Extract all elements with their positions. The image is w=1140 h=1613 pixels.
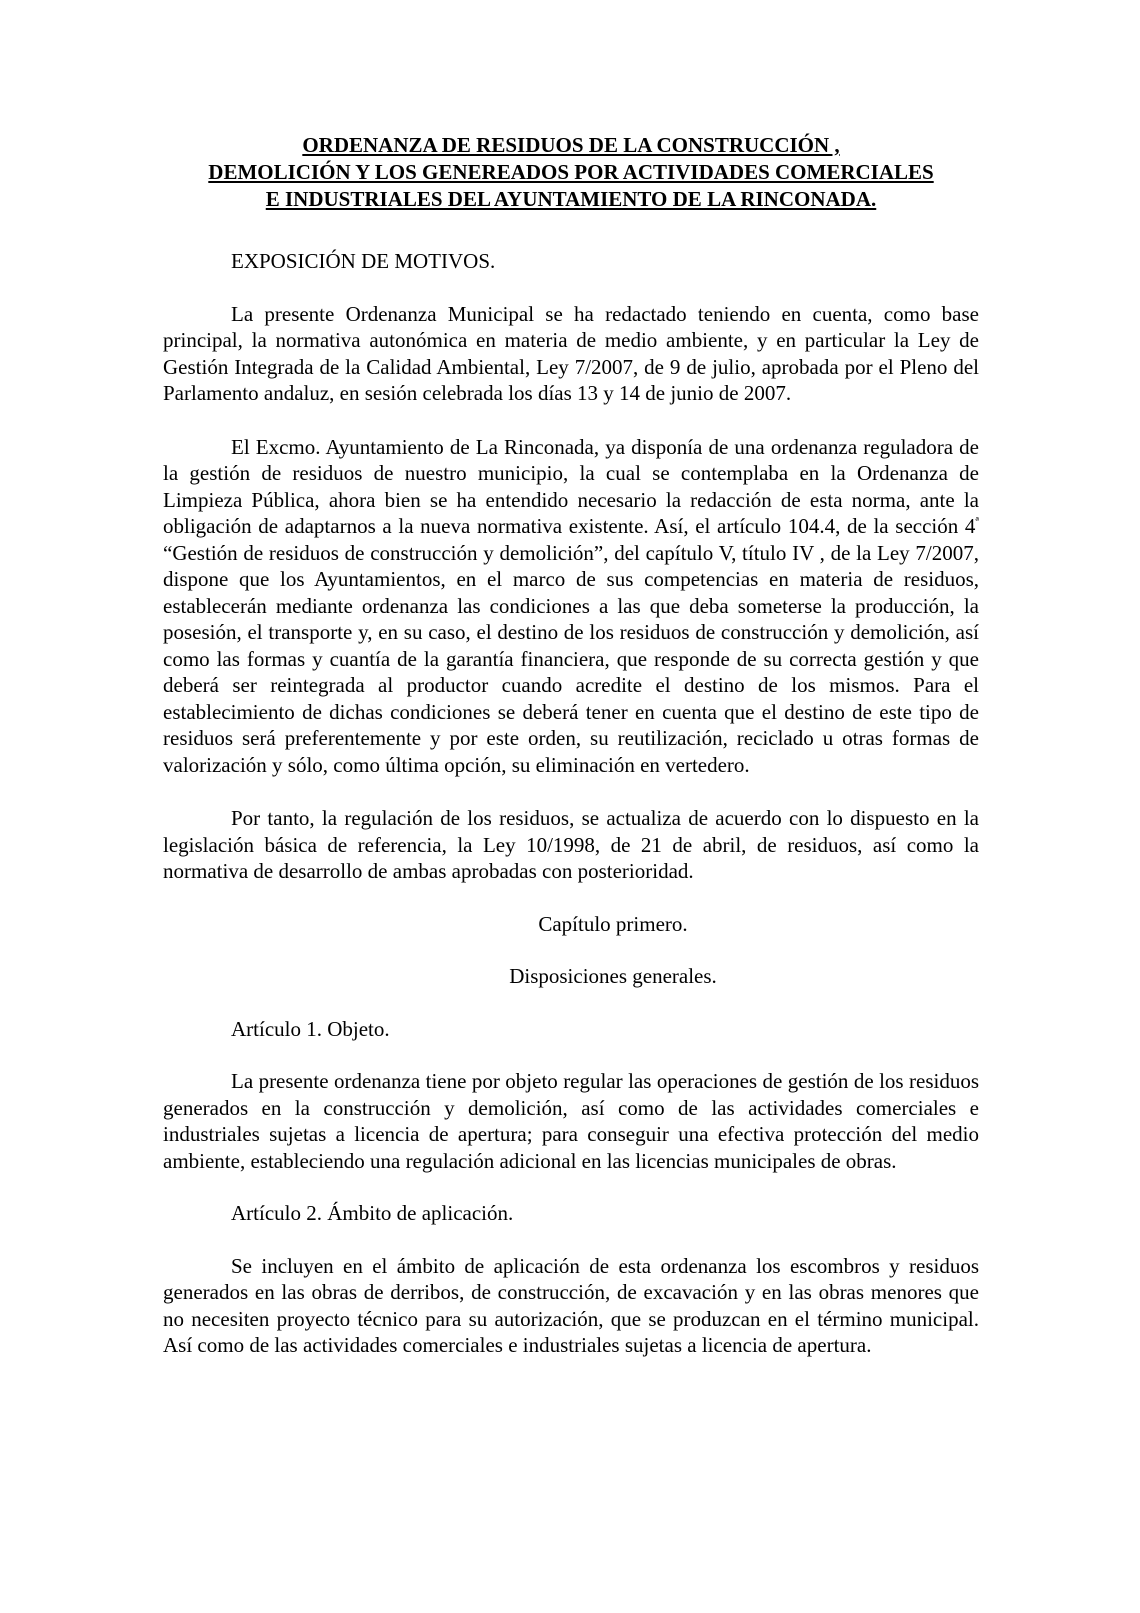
paragraph-2 [163,434,979,779]
article-1-text: La presente ordenanza tiene por objeto regular las operaciones de gestión de los residuos generados en la construcción y demolición, así como de las actividades comerciales e industriales sujetas a licencia de apertura; para conseguir una efectiva protección del medio ambiente, estableciendo una regulación adicional en las licencias municipales de obras. [163,1069,979,1173]
paragraph-1: La presente Ordenanza Municipal se ha redactado teniendo en cuenta, como base principal, la normativa autonómica en materia de medio ambiente, y en particular la Ley de Gestión Integrada de la Calidad Ambiental, Ley 7/2007, de 9 de julio, aprobada por el Pleno del Parlamento andaluz, en sesión celebrada los días 13 y 14 de junio de 2007. [163,301,979,405]
paragraph-3: Por tanto, la regulación de los residuos, se actualiza de acuerdo con lo dispuesto en la legislación básica de referencia, la Ley 10/1998, de 21 de abril, de residuos, así como la normativa de desarrollo de ambas aprobadas con posterioridad. [163,806,979,883]
ordinal-superscript: ª [975,514,979,529]
chapter-subtitle: Disposiciones generales. [509,964,717,988]
paragraph-2-part-a: El Excmo. Ayuntamiento de La Rinconada, ya disponía de una ordenanza reguladora de la gestión de residuos de nuestro municipio, la cual se contemplaba en la Ordenanza de Limpieza Pública, ahora bien se ha entendido necesario la redacción de esta norma, ante la obligación de adaptarnos a la nueva normativa existente. Así, el artículo 104.4, de la sección 4 [163,434,979,538]
exposicion-heading: EXPOSICIÓN DE MOTIVOS. [231,249,496,273]
article-2-heading: Artículo 2. Ámbito de aplicación. [231,1201,514,1225]
paragraph-2-part-b: “Gestión de residuos de construcción y demolición”, del capítulo V, título IV , de la Ley 7/2007, dispone que los Ayuntamientos, en el marco de sus competencias en materia de residuos, establecerán mediante ordenanza las condiciones a las que deba someterse la producción, la posesión, el transporte y, en su caso, el destino de los residuos de construcción y demolición, así como las formas y cuantía de la garantía financiera, que responde de su correcta gestión y que deberá ser reintegrada al productor cuando acredite el destino de los mismos. Para el establecimiento de dichas condiciones se deberá tener en cuenta que el destino de este tipo de residuos será preferentemente y por este orden, su reutilización, reciclado u otras formas de valorización y sólo, como última opción, su eliminación en vertedero. [163,540,979,777]
chapter-title: Capítulo primero. [538,911,688,936]
title-line-3: E INDUSTRIALES DEL AYUNTAMIENTO DE LA RINCONADA. [265,187,877,211]
document-title [163,132,979,213]
title-line-1: ORDENANZA DE RESIDUOS DE LA CONSTRUCCIÓN , [302,133,840,157]
document-page [163,132,979,1359]
title-line-2: DEMOLICIÓN Y LOS GENEREADOS POR ACTIVIDADES COMERCIALES [208,160,934,184]
article-2-text: Se incluyen en el ámbito de aplicación de esta ordenanza los escombros y residuos generados en las obras de derribos, de construcción, de excavación y en las obras menores que no necesiten proyecto técnico para su autorización, que se produzcan en el término municipal. Así como de las actividades comerciales e industriales sujetas a licencia de apertura. [163,1253,979,1357]
article-1-heading: Artículo 1. Objeto. [231,1016,390,1041]
